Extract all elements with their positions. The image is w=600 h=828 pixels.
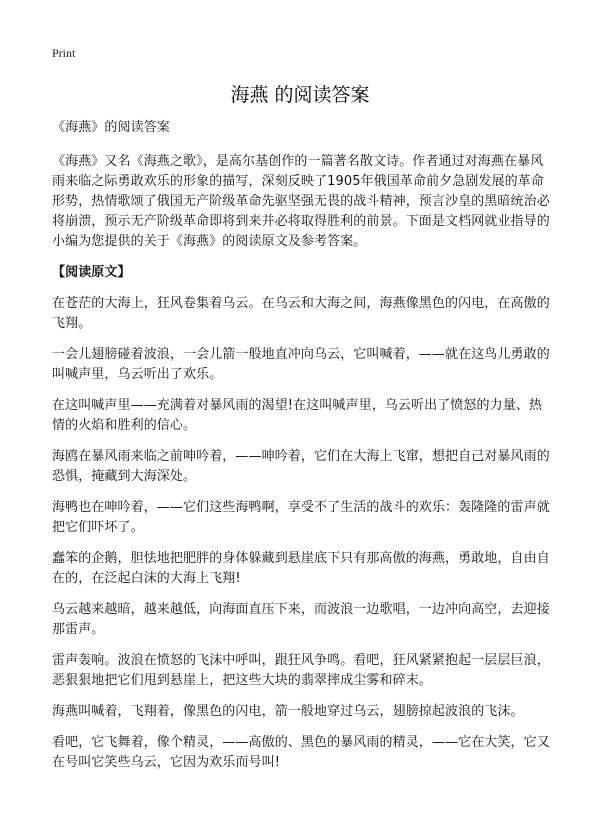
text-paragraph: 在苍茫的大海上，狂风卷集着乌云。在乌云和大海之间，海燕像黑色的闪电，在高傲的飞翔。 bbox=[52, 296, 550, 331]
text-paragraph: 海鸥在暴风雨来临之前呻吟着，——呻吟着，它们在大海上飞窜，想把自己对暴风雨的恐惧，掩藏到大海深处。 bbox=[52, 449, 550, 484]
intro-paragraph: 《海燕》又名《海燕之歌》，是高尔基创作的一篇著名散文诗。作者通过对海燕在暴风雨来临之际勇敢欢乐的形象的描写，深刻反映了1905年俄国革命前夕急剧发展的革命形势，热情歌颂了俄国无产阶级革命先驱坚强无畏的战斗精神，预言沙皇的黑暗统治必将崩溃，预示无产阶级革命即将到来并必将取得胜利的前景。下面是文档网就业指导的小编为您提供的关于《海燕》的阅读原文及参考答案。 bbox=[52, 154, 550, 249]
text-paragraph: 乌云越来越暗，越来越低，向海面直压下来，而波浪一边歌唱，一边冲向高空，去迎接那雷声。 bbox=[52, 602, 550, 637]
text-paragraph: 蠢笨的企鹅，胆怯地把肥胖的身体躲藏到悬崖底下只有那高傲的海燕，勇敢地，自由自在的，在泛起白沫的大海上飞翔! bbox=[52, 551, 550, 586]
text-paragraph: 海鸭也在呻吟着，——它们这些海鸭啊，享受不了生活的战斗的欢乐：轰隆隆的雷声就把它们吓坏了。 bbox=[52, 500, 550, 535]
article-subtitle: 《海燕》的阅读答案 bbox=[52, 120, 170, 135]
text-paragraph: 在这叫喊声里——充满着对暴风雨的渴望!在这叫喊声里，乌云听出了愤怒的力量、热情的火焰和胜利的信心。 bbox=[52, 398, 543, 433]
text-paragraph: 雷声轰响。波浪在愤怒的飞沫中呼叫，跟狂风争鸣。看吧，狂风紧紧抱起一层层巨浪，恶狠狠地把它们甩到悬崖上，把这些大块的翡翠摔成尘雾和碎末。 bbox=[52, 653, 550, 688]
text-paragraph: 海燕叫喊着，飞翔着，像黑色的闪电，箭一般地穿过乌云，翅膀掠起波浪的飞沫。 bbox=[52, 704, 524, 719]
article-body bbox=[52, 118, 552, 784]
text-paragraph: 一会儿翅膀碰着波浪，一会儿箭一般地直冲向乌云，它叫喊着，——就在这鸟儿勇敢的叫喊声里，乌云听出了欢乐。 bbox=[52, 347, 550, 382]
text-paragraph: 看吧，它飞舞着，像个精灵，——高傲的、黑色的暴风雨的精灵，——它在大笑，它又在号叫它笑些乌云，它因为欢乐而号叫! bbox=[52, 735, 550, 770]
section-heading: 【阅读原文】 bbox=[52, 265, 131, 280]
page-title: 海燕 的阅读答案 bbox=[230, 84, 370, 106]
print-link[interactable]: Print bbox=[52, 46, 76, 60]
